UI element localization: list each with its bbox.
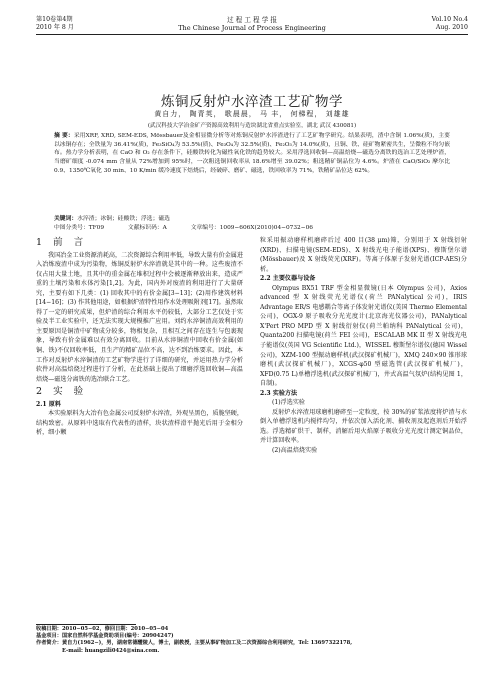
keywords-label: 关键词： <box>54 216 78 222</box>
header-rule <box>36 34 468 35</box>
author-affiliation: (武汉科技大学冶金矿产资源高效利用与造块湖北省重点实验室，湖北 武汉 430081) <box>147 123 357 129</box>
footnote <box>36 626 476 655</box>
classification-line <box>54 224 335 232</box>
flotation-paragraph: 反射炉水淬渣用球磨机磨碎至一定粒度，按 30%的矿浆浓度将炉渣与水倒入单槽浮选机内搅拌均匀，并依次加入活化剂、捕收剂及起泡剂后开始浮选。浮选精矿烘干、制样，消解后用火焰原子吸收分光光度计测定铜品位，并计算回收率。 <box>260 408 467 445</box>
footnote-email: E-mail: huangzili0424@sina.com. <box>62 647 160 654</box>
journal-name-cn: 过 程 工 程 学 报 <box>226 16 278 24</box>
date-cn: 2010 年 8 月 <box>36 24 74 31</box>
date-en: Aug. 2010 <box>435 24 468 31</box>
clc-number: 中图分类号：TF09 <box>54 225 105 231</box>
footnote-fund: 基金项目：国家自然科学基金资助项目(编号：20904247) <box>36 633 174 640</box>
volume-en: Vol.10 No.4 <box>431 16 468 23</box>
footnote-received: 收稿日期：2010−05−02，修回日期：2010−05−04 <box>36 626 169 632</box>
roasting-heading: (2)高温焙烧实验 <box>272 447 318 455</box>
section-heading-experiment: 2 实 验 <box>36 386 88 398</box>
subsection-heading-instruments: 2.2 主要仪器与设备 <box>260 275 316 283</box>
article-number: 文章编号：1009−606X(2010)04−0732−06 <box>190 225 313 231</box>
footnote-author: 作者简介：黄自力(1962−)，男，湖南常德醴陵人，博士，副教授，主要从事矿物加工及二次资源综合利用研究，Tel: 13697322178, <box>36 640 353 647</box>
left-column <box>36 236 243 438</box>
instruments-paragraph: Olympus BX51 TRF 型金相显微镜(日本 Olympus 公司)，Axios advanced 型 X 射线荧光光谱仪(荷兰 PANalytical 公司)，IRIS Advantage ER/S 电感耦合等离子体发射光谱仪(美国 Thermo Elemental 公司)，OGX-9 原子吸收分光光度计(北京海光仪器公司)，PANalytical X'Pert PRO MPD 型 X 射线衍射仪(荷兰帕纳科 PANalytical 公司)，Quanta200 扫描电镜(荷兰 FEI 公司)，ESCALAB MK II 型 X 射线光电子能谱仪(英国 VG Scientific Ltd.)，WISSEL 穆斯堡尔谱仪(德国 Wissel 公司)，XZM-100 型振动磨样机(武汉探矿机械厂)，XMQ 240×90 锥形球磨机(武汉探矿机械厂)，XCGS-φ50 型磁选管(武汉探矿机械厂)，XFD(0.75 L)单槽浮选机(武汉探矿机械厂)，井式高温气氛炉(结构见图 1，自制)。 <box>260 284 467 388</box>
volume-cn: 第10卷第4期 <box>36 16 73 23</box>
paper-authors: 黄自力， 陶青英， 歌晨晨， 马 丰， 何梯程， 刘雄雄 <box>154 110 350 118</box>
abstract-text: 采用XRF, XRD, SEM-EDS, Mössbauer及金相显微分析等对炼铜反射炉水淬渣进行了工艺矿物学研究。结果表明，渣中含铜 1.06%(质)，主要以冰铜存在；全铁量为 36.41%(质)，Fe₃SiO₄为 53.5%(质)、Fe₃O₄为 32.5%(质)、Fe₂O₃为 14.0%(质)，且铜、铁、硅矿物紧密共生，呈微粒不均匀嵌布。热力学分析表明，在 CaO 和 O₂ 存在条件下，硅酸铁转化为磁性氧化铁的趋势较大。采用浮选回收铜—高温焙烧—磁选分离铁的选冶工艺处理炉渣，当磨矿细度 -0.074 mm 含量从 72%增加到 95%时，一次粗选铜回收率从 18.6%增至 39.02%；粗选精矿铜品位为 4.6%。炉渣在 CaO/SiO₂ 摩尔比 0.9、1350℃氧化 30 min、10 K/min 缓冷速度下焙烧后，经破碎、磨矿、磁选，铁回收率为 71%，铁精矿品位达 62%。 <box>54 133 450 174</box>
materials-paragraph: 本实验原料为大冶有色金属公司反射炉水淬渣，外观呈黑色，质脆坚硬，结构致密。从原料中选取有代表性的渣样，块状渣样滑平抛光后用于金相分析，细小颗 <box>36 410 243 437</box>
header-right <box>432 16 468 32</box>
right-column <box>260 236 467 456</box>
subsection-heading-materials: 2.1 原料 <box>36 400 61 408</box>
section-heading-introduction: 1 前 言 <box>36 237 88 248</box>
footnote-rule <box>36 624 136 625</box>
introduction-paragraph: 我国冶金工业资源消耗高，二次资源综合利用率低，导致大量有价金属进入冶炼废渣中成为污染物，炼铜反射炉水淬渣就是其中的一种。这些废渣不仅占用大量土地，且其中的重金属在堆积过程中会被逐渐释放出来，造成严重的土壤污染和水体污染[1,2]。为此，国内外对废渣的利用进行了大量研究，主要有如下几类：(1) 回收其中的有价金属[3−13]；(2)用作建筑材料[14−16]；(3) 作其他用途，如根据炉渣特性用作水处理吸附剂[17]。虽然取得了一定的研究成果，但炉渣的综合利用水平仍较低，大部分工艺仅处于实验及半工业实验中，还无法实现大规模推广应用。刘约水淬铜渣高效利用的主要原因是铜渣中矿物成分较多，物相复杂，且相互之间存在连生与包裹现象，导致有价金属难以有效分离回收。目前从水淬铜渣中回收有价金属(如铜、铁)不仅回收率低，且生产的精矿品位不高，达不到冶炼要求。因此，本工作对反射炉水淬铜渣的工艺矿物学进行了详细的研究，并运用热力学分析软件对高温焙烧过程进行了分析，在此基础上提出了细磨浮选回收铜—高温焙烧—磁选分离铁的选冶联合工艺。 <box>36 251 243 383</box>
materials-continued-paragraph: 粒采用振动磨样机磨碎后过 400 目(38 μm)筛，分别用于 X 射线衍射(XRD)、扫描电镜(SEM-EDS)、X 射线光电子能谱(XPS)、穆斯堡尔谱(Mössbauer)及 X 射线荧光(XRF)。等离子体原子发射光谱(ICP-AES)分析。 <box>260 237 467 273</box>
flotation-heading: (1)浮选实验 <box>272 399 306 407</box>
document-code: 文献标识码：A <box>127 225 167 231</box>
header-center <box>0 16 504 32</box>
keywords-text: 水淬渣；冰铜；硅酸铁；浮选；磁选 <box>77 216 170 222</box>
paper-title: 炼铜反射炉水淬渣工艺矿物学 <box>161 94 343 110</box>
journal-name-en: The Chinese Journal of Process Engineering <box>178 24 326 32</box>
abstract-label: 摘 要： <box>54 133 74 139</box>
abstract <box>54 132 450 176</box>
keywords <box>54 215 170 223</box>
subsection-heading-methods: 2.3 实验方法 <box>260 389 298 397</box>
